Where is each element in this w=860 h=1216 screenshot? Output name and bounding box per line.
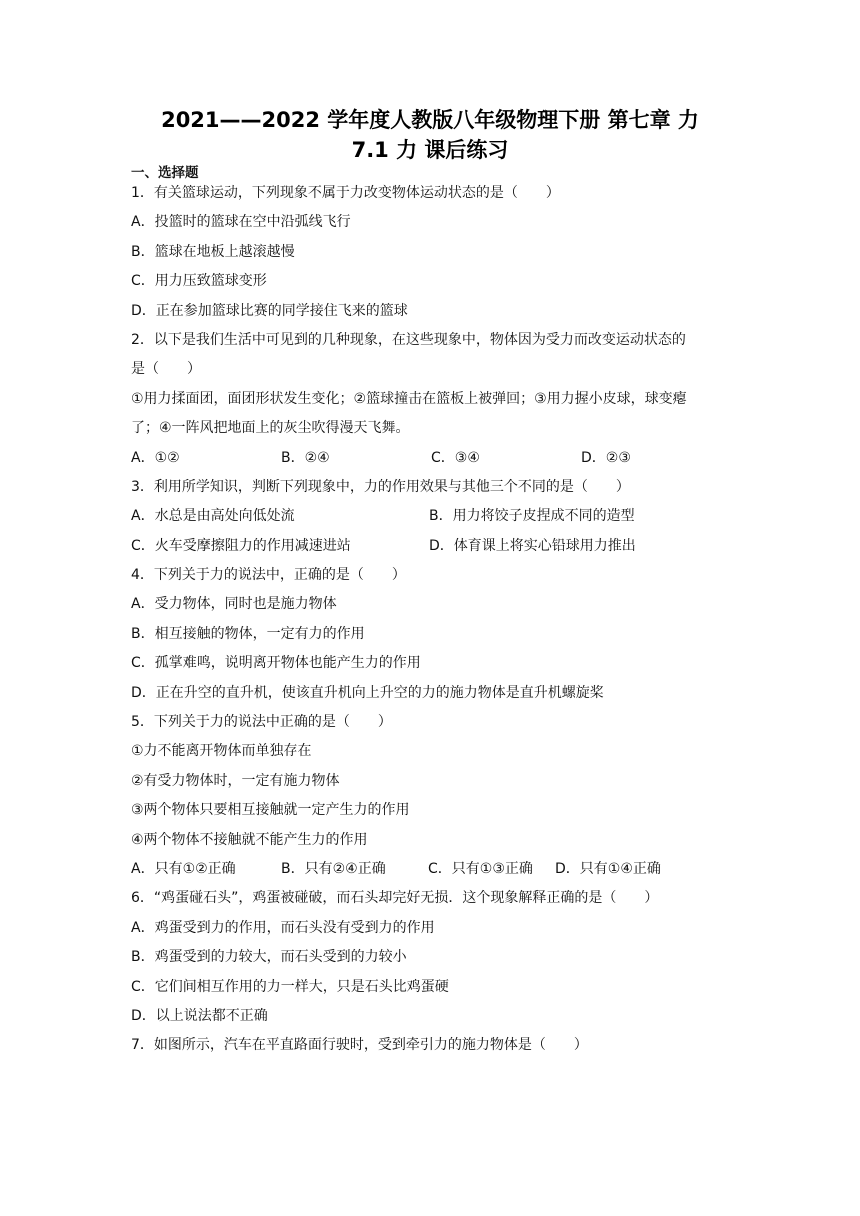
question-2-description-line-2: 了；④一阵风把地面上的灰尘吹得漫天飞舞。 — [131, 420, 410, 437]
question-5-options — [131, 855, 741, 884]
document-title-line-2: 7.1 力 课后练习 — [351, 138, 509, 162]
question-3-stem: 3．利用所学知识，判断下列现象中，力的作用效果与其他三个不同的是（ ） — [131, 478, 630, 495]
question-3-options-row-2 — [131, 532, 741, 561]
question-2-stem-line-1: 2．以下是我们生活中可见到的几种现象，在这些现象中，物体因为受力而改变运动状态的 — [131, 331, 686, 348]
question-6-stem: 6．“鸡蛋碰石头”，鸡蛋被碰破，而石头却完好无损．这个现象解释正确的是（ ） — [131, 890, 659, 907]
question-6-option-c: C．它们间相互作用的力一样大，只是石头比鸡蛋硬 — [131, 978, 449, 995]
question-4-option-a: A．受力物体，同时也是施力物体 — [131, 596, 337, 613]
question-6-option-d: D．以上说法都不正确 — [131, 1007, 268, 1024]
question-3-options-row-1 — [131, 502, 741, 531]
question-5-statement-4: ④两个物体不接触就不能产生力的作用 — [131, 831, 368, 848]
question-5-option-d: D．只有①④正确 — [555, 860, 661, 877]
question-5-option-a: A．只有①②正确 — [131, 860, 236, 877]
question-5-option-b: B．只有②④正确 — [281, 860, 386, 877]
question-5-statement-3: ③两个物体只要相互接触就一定产生力的作用 — [131, 802, 410, 819]
question-5-stem: 5．下列关于力的说法中正确的是（ ） — [131, 714, 392, 731]
question-2-description-line-1: ①用力揉面团，面团形状发生变化；②篮球撞击在篮板上被弹回；③用力握小皮球，球变瘪 — [131, 390, 687, 407]
question-1-option-b: B．篮球在地板上越滚越慢 — [131, 243, 295, 260]
question-3-option-c: C．火车受摩擦阻力的作用减速进站 — [131, 537, 351, 554]
question-7-stem: 7．如图所示，汽车在平直路面行驶时，受到牵引力的施力物体是（ ） — [131, 1037, 588, 1054]
question-4-option-c: C．孤掌难鸣，说明离开物体也能产生力的作用 — [131, 655, 421, 672]
question-1-option-a: A．投篮时的篮球在空中沿弧线飞行 — [131, 214, 351, 231]
question-list — [131, 179, 741, 1061]
question-5-statement-1: ①力不能离开物体而单独存在 — [131, 743, 312, 760]
question-6-option-a: A．鸡蛋受到力的作用，而石头没有受到力的作用 — [131, 919, 435, 936]
question-3-option-b: B．用力将饺子皮捏成不同的造型 — [429, 508, 635, 525]
question-6-option-b: B．鸡蛋受到的力较大，而石头受到的力较小 — [131, 949, 407, 966]
document-title-line-1: 2021——2022 学年度人教版八年级物理下册 第七章 力 — [161, 108, 699, 132]
question-1-stem: 1．有关篮球运动，下列现象不属于力改变物体运动状态的是（ ） — [131, 185, 560, 201]
question-5-statement-2: ②有受力物体时，一定有施力物体 — [131, 772, 340, 789]
question-2-option-c: C．③④ — [431, 449, 480, 466]
question-3-option-d: D．体育课上将实心铅球用力推出 — [429, 537, 636, 554]
question-2-stem-line-2: 是（ ） — [131, 361, 201, 378]
question-1-option-c: C．用力压致篮球变形 — [131, 273, 267, 290]
question-2-option-d: D．②③ — [581, 449, 631, 466]
question-4-option-b: B．相互接触的物体，一定有力的作用 — [131, 625, 365, 642]
section-heading: 一、选择题 — [131, 165, 199, 181]
question-2-options — [131, 444, 741, 473]
question-1-option-d: D．正在参加篮球比赛的同学接住飞来的篮球 — [131, 302, 408, 319]
question-2-option-a: A．①② — [131, 449, 180, 466]
question-2-option-b: B．②④ — [281, 449, 330, 466]
question-4-stem: 4．下列关于力的说法中，正确的是（ ） — [131, 567, 406, 584]
question-4-option-d: D．正在升空的直升机，使该直升机向上升空的力的施力物体是直升机螺旋桨 — [131, 684, 604, 701]
question-5-option-c: C．只有①③正确 — [428, 860, 533, 877]
question-3-option-a: A．水总是由高处向低处流 — [131, 508, 295, 525]
